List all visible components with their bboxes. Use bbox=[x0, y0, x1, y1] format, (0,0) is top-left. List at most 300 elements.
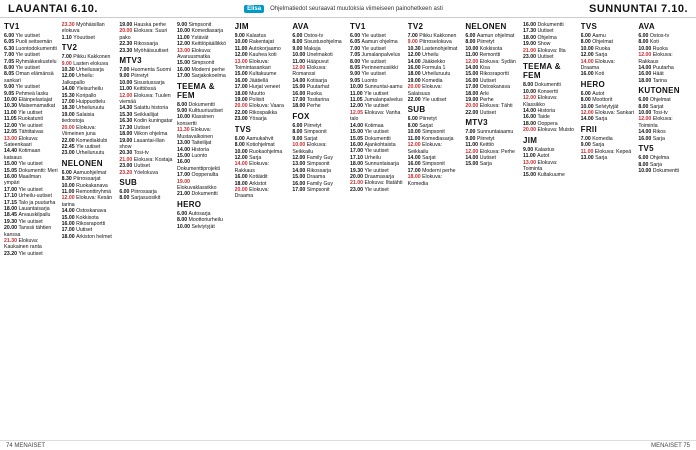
program-title: Elokuva: Iltatähti bbox=[364, 180, 403, 187]
program-time: 16.00 bbox=[523, 22, 538, 28]
program-title: Sarjat bbox=[303, 135, 318, 142]
program-title: Häät bbox=[652, 71, 664, 78]
listing-column bbox=[581, 20, 635, 438]
program-listing bbox=[408, 84, 462, 97]
program-listing bbox=[62, 112, 116, 125]
channel-block bbox=[62, 22, 116, 41]
channel-name: AVA bbox=[638, 22, 655, 31]
program-title: Elokuva: Rakkaus bbox=[638, 52, 673, 65]
program-time: 12.05 bbox=[4, 129, 19, 136]
program-title: Uutiset bbox=[479, 154, 496, 161]
program-time: 20.00 bbox=[465, 103, 480, 110]
program-title: Sarja bbox=[592, 142, 605, 149]
program-title: Historia bbox=[537, 108, 556, 115]
program-title: Kotimaa bbox=[364, 122, 384, 129]
program-time: 14.40 bbox=[4, 148, 19, 155]
program-listing bbox=[638, 78, 692, 84]
left-day-title: LAUANTAI 6.10. bbox=[8, 2, 98, 15]
program-title: Ajankohtaista bbox=[364, 141, 396, 148]
channel-block bbox=[581, 22, 635, 78]
program-title: Yle uutiset bbox=[361, 33, 386, 39]
program-title: Family Guy bbox=[306, 154, 333, 161]
program-title: Salaisia tiedostoja bbox=[61, 111, 95, 125]
program-time: 19.00 bbox=[119, 22, 134, 28]
program-title: Yleisurheilu bbox=[76, 86, 103, 93]
program-time: 6.05 bbox=[350, 39, 362, 46]
program-time: 12.00 bbox=[234, 154, 250, 161]
channel-name: SUB bbox=[119, 177, 138, 187]
program-title: Sunnuntaiaamu bbox=[476, 129, 514, 136]
program-listing bbox=[177, 179, 231, 192]
program-title: Keittiöpäällikkö bbox=[191, 41, 227, 48]
program-listing bbox=[523, 54, 577, 60]
left-page-number: 74 MENAISET bbox=[6, 442, 46, 449]
program-title: Jumalanpalvelus bbox=[364, 97, 403, 104]
program-title: Salattu historia bbox=[133, 105, 169, 112]
program-time: 20.00 bbox=[407, 84, 423, 91]
program-title: Moottoriurheilu bbox=[188, 217, 223, 224]
program-title: Elokuva: Sankari bbox=[595, 110, 635, 117]
program-time: 9.00 bbox=[4, 84, 16, 91]
program-title: Dokumentti bbox=[534, 82, 561, 89]
program-time: 11.00 bbox=[523, 153, 538, 160]
program-time: 12.00 bbox=[465, 148, 480, 155]
program-time: 7.00 bbox=[465, 129, 477, 136]
program-listing bbox=[408, 142, 462, 155]
program-title: Maailman ympäri bbox=[4, 173, 41, 187]
program-title: Sarja bbox=[652, 135, 665, 142]
program-time: 12.00 bbox=[61, 195, 77, 202]
program-title: Dokumentti bbox=[188, 101, 215, 108]
program-time: 8.00 bbox=[580, 39, 593, 46]
right-day-title: SUNNUNTAI 7.10. bbox=[589, 2, 688, 15]
channel-name: TVS bbox=[234, 124, 252, 134]
program-title: Elokuva: Seikkailu bbox=[292, 142, 327, 155]
channel-block bbox=[523, 22, 577, 60]
program-time: 6.05 bbox=[4, 39, 16, 46]
program-title: Huomenta Suomi bbox=[130, 67, 171, 74]
program-time: 18.00 bbox=[350, 161, 365, 168]
channel-block bbox=[523, 62, 577, 133]
program-time: 20.00 bbox=[4, 225, 19, 232]
program-title: Urheilusarja bbox=[76, 67, 104, 74]
program-title: Ruoka bbox=[306, 90, 322, 97]
program-time: 7.00 bbox=[580, 135, 593, 142]
channel-block bbox=[465, 118, 519, 167]
program-time: 17.00 bbox=[177, 73, 192, 80]
program-time: 14.00 bbox=[407, 58, 423, 65]
program-title: Aamukahvit bbox=[246, 135, 274, 142]
program-title: Ruokakanava bbox=[76, 182, 108, 189]
program-title: Lauantaisarja bbox=[18, 205, 50, 212]
program-title: Simpsonit bbox=[422, 161, 445, 168]
program-time: 12.00 bbox=[580, 52, 596, 59]
program-listing bbox=[177, 48, 231, 61]
program-listing bbox=[638, 116, 692, 129]
program-time: 15.00 bbox=[61, 214, 77, 221]
program-time: 14.00 bbox=[292, 77, 307, 84]
program-title: Komediasarja bbox=[421, 135, 454, 142]
program-title: Elokuva: Toiminta bbox=[638, 116, 673, 129]
program-title: Elokuva: Klassikko bbox=[523, 95, 558, 108]
program-listing bbox=[177, 159, 231, 172]
program-title: Moottorit bbox=[592, 97, 613, 104]
program-listing bbox=[4, 174, 58, 187]
program-title: Elokuva: Tähti bbox=[479, 103, 513, 110]
program-time: 17.00 bbox=[61, 99, 77, 106]
program-title: Huippuottelu bbox=[76, 99, 106, 106]
program-title: Yle uutiset bbox=[361, 71, 386, 78]
program-title: Komedia bbox=[592, 135, 613, 142]
program-title: Sarja bbox=[595, 155, 608, 162]
program-time: 22.00 bbox=[407, 97, 423, 104]
program-title: Jäätiellä bbox=[249, 77, 269, 84]
program-time: 18.00 bbox=[292, 103, 307, 110]
program-title: Perhe bbox=[479, 97, 494, 104]
program-time: 16.00 bbox=[292, 90, 307, 97]
program-time: 12.00 bbox=[292, 154, 307, 161]
program-title: Rikosraportti bbox=[76, 220, 106, 227]
program-title: Rikos bbox=[652, 129, 666, 136]
program-time: 23.20 bbox=[119, 169, 134, 176]
program-title: Show bbox=[537, 41, 551, 48]
program-title: Puutarhat bbox=[306, 84, 330, 91]
program-time: 15.00 bbox=[465, 161, 480, 168]
program-title: Elokuva: Tuulen viemää bbox=[119, 92, 171, 106]
program-listing bbox=[4, 136, 58, 149]
program-title: Jääkiekko bbox=[422, 58, 446, 65]
program-title: Sunnuntaisarja bbox=[364, 161, 400, 168]
program-title: Yle uutiset bbox=[364, 186, 389, 193]
program-time: 12.00 bbox=[638, 52, 653, 59]
program-title: Pehmeä lasku bbox=[15, 90, 49, 97]
program-title: Elokuva: Avaruusmatka bbox=[177, 47, 212, 61]
program-listing bbox=[638, 136, 692, 142]
program-title: Sarjat bbox=[422, 154, 436, 161]
program-listing bbox=[62, 22, 116, 35]
program-title: Yle uutiset bbox=[364, 148, 389, 155]
program-title: Hauska perhe bbox=[133, 22, 167, 28]
program-time: 21.30 bbox=[4, 238, 19, 244]
program-title: Komedia bbox=[422, 77, 443, 84]
listing-column bbox=[119, 20, 173, 438]
program-listing bbox=[292, 187, 346, 193]
program-time: 22.00 bbox=[61, 137, 77, 144]
program-time: 11.00 bbox=[465, 142, 480, 149]
program-title: Urheilu bbox=[422, 52, 439, 59]
program-title: Rikosraportti bbox=[479, 71, 509, 78]
program-time: 9.00 bbox=[580, 142, 593, 149]
channel-name: FOX bbox=[292, 111, 310, 121]
program-time: 12.05 bbox=[350, 109, 365, 116]
program-title: Komediaklubi bbox=[76, 137, 108, 144]
program-time: 6.00 bbox=[177, 210, 189, 217]
program-time: 18.45 bbox=[4, 212, 19, 219]
program-title: Arkistot bbox=[249, 180, 267, 187]
program-time: 11.05 bbox=[4, 116, 19, 123]
program-time: 10.30 bbox=[407, 45, 423, 52]
program-title: Selviytyjät bbox=[595, 103, 619, 110]
listing-column bbox=[408, 20, 462, 438]
program-title: Elokuva: Toimintasankari bbox=[234, 58, 271, 72]
program-time: 23.30 bbox=[119, 47, 134, 54]
program-listing bbox=[119, 48, 173, 54]
channel-name: TV2 bbox=[61, 43, 78, 53]
program-time: 6.00 bbox=[580, 33, 593, 39]
program-title: Sarjasuosikit bbox=[130, 195, 161, 202]
program-title: Yle uutiset bbox=[364, 167, 389, 174]
listing-column bbox=[465, 20, 519, 438]
program-time: 18.00 bbox=[407, 71, 423, 78]
program-time: 6.00 bbox=[4, 33, 16, 39]
program-time: 22.00 bbox=[465, 109, 480, 116]
program-title: Arkiston helmet bbox=[76, 233, 112, 240]
program-title: Elokuva: Suuri pako bbox=[119, 28, 168, 41]
program-title: Dokumentti: Meri bbox=[18, 167, 58, 174]
program-time: 7.00 bbox=[350, 45, 362, 52]
program-title: Elokuva: Perhe bbox=[479, 148, 515, 155]
channel-name: TV2 bbox=[407, 22, 424, 31]
program-title: Perhe bbox=[306, 103, 321, 110]
program-title: Kotiäidit bbox=[249, 174, 268, 181]
program-time: 10.00 bbox=[177, 28, 192, 35]
program-listing bbox=[465, 110, 519, 116]
program-title: Yle uutiset bbox=[15, 52, 40, 59]
program-time: 8.00 bbox=[638, 39, 650, 46]
channel-block bbox=[62, 43, 116, 157]
program-time: 10.00 bbox=[638, 167, 653, 174]
program-title: Simpsonit bbox=[306, 186, 330, 193]
program-time: 10.00 bbox=[234, 39, 250, 46]
program-title: Seikkailijat bbox=[133, 111, 159, 118]
program-listing bbox=[581, 71, 635, 77]
program-listing bbox=[523, 160, 577, 173]
program-title: Elokuva: Kostaja bbox=[133, 156, 173, 163]
program-title: Yle uutiset bbox=[15, 84, 40, 91]
header-notice: Ohjelmatiedot seuraavat muutoksia viimeiseen painohetkeen asti bbox=[270, 5, 443, 12]
program-listing bbox=[4, 71, 58, 84]
program-time: 21.00 bbox=[119, 156, 134, 163]
program-title: Piirrossarjat bbox=[73, 176, 101, 183]
program-title: Elokuva: Kesän tarina bbox=[61, 195, 113, 208]
program-title: Sarja bbox=[479, 161, 492, 168]
program-time: 12.00 bbox=[465, 58, 480, 65]
program-title: Elokuva: Komedia bbox=[407, 174, 442, 187]
program-title: Poliisit bbox=[249, 97, 265, 104]
program-time: 18.00 bbox=[234, 90, 250, 97]
program-listing bbox=[119, 170, 173, 176]
listing-grid bbox=[4, 20, 692, 438]
program-listing bbox=[62, 73, 116, 86]
program-title: Eläinpelastajat bbox=[18, 97, 53, 104]
program-time: 8.00 bbox=[350, 58, 362, 65]
program-title: Ostoskanava bbox=[479, 84, 511, 91]
program-time: 17.00 bbox=[177, 172, 192, 179]
program-title: Kokkisota bbox=[76, 214, 99, 221]
program-title: Yle uutiset bbox=[76, 143, 101, 150]
program-time: 20.00 bbox=[61, 124, 77, 131]
program-time: 11.00 bbox=[580, 148, 595, 155]
program-listing bbox=[62, 125, 116, 138]
program-time: 14.00 bbox=[638, 65, 653, 72]
program-title: Aamun ohjelmat bbox=[476, 33, 515, 39]
program-time: 23.00 bbox=[61, 150, 77, 157]
program-time: 8.00 bbox=[638, 103, 650, 110]
program-time: 10.00 bbox=[177, 223, 192, 230]
program-time: 10.00 bbox=[350, 84, 365, 91]
program-time: 6.00 bbox=[638, 97, 650, 104]
program-time: 6.00 bbox=[638, 33, 650, 39]
program-time: 13.00 bbox=[177, 140, 192, 147]
program-listing bbox=[235, 59, 289, 72]
program-title: Autokorjaamo bbox=[248, 45, 281, 52]
program-title: Konsertti bbox=[537, 88, 558, 95]
program-title: Yle uutiset bbox=[18, 161, 43, 168]
program-title: Yle uutiset bbox=[15, 65, 40, 72]
program-title: Elokuva: Viimeinen juna bbox=[61, 124, 96, 138]
program-listing bbox=[177, 191, 231, 197]
program-time: 23.00 bbox=[234, 116, 250, 123]
program-time: 17.00 bbox=[4, 186, 19, 193]
program-title: Urheiluruutu bbox=[422, 71, 451, 78]
program-time: 18.00 bbox=[234, 180, 250, 187]
program-title: Maisemamatkat bbox=[18, 103, 56, 110]
program-time: 8.00 bbox=[292, 129, 304, 136]
program-title: Sarja bbox=[595, 116, 608, 123]
program-time: 23.20 bbox=[4, 250, 19, 257]
program-title: Talo ja puutarha bbox=[18, 199, 56, 206]
header-center bbox=[244, 5, 443, 13]
program-time: 8.00 bbox=[465, 39, 477, 46]
channel-block bbox=[408, 22, 462, 103]
program-title: Myöhäisuutiset bbox=[133, 47, 169, 54]
program-title: Draama bbox=[306, 174, 326, 181]
program-listing bbox=[4, 225, 58, 238]
program-time: 16.00 bbox=[177, 66, 192, 73]
program-time: 18.00 bbox=[407, 174, 423, 181]
program-listing bbox=[177, 73, 231, 79]
program-title: Keittiö bbox=[479, 142, 494, 149]
program-listing bbox=[523, 95, 577, 108]
program-time: 7.05 bbox=[4, 58, 16, 65]
program-time: 19.00 bbox=[407, 77, 423, 84]
program-time: 14.00 bbox=[580, 58, 596, 65]
program-time: 7.00 bbox=[407, 33, 420, 39]
program-title: Ystävät bbox=[191, 34, 209, 41]
program-time: 12.00 bbox=[234, 52, 250, 59]
program-title: Uutiset bbox=[479, 109, 496, 116]
program-time: 10.00 bbox=[234, 148, 250, 155]
program-time: 20.30 bbox=[119, 150, 134, 157]
program-time: 11.30 bbox=[177, 127, 192, 134]
program-time: 9.00 bbox=[292, 135, 304, 142]
program-title: Piirrossarja bbox=[130, 188, 157, 195]
program-time: 13.00 bbox=[4, 135, 19, 142]
program-title: Unelmakoti bbox=[306, 52, 333, 59]
program-title: Rikospaikka bbox=[249, 109, 278, 116]
program-time: 19.30 bbox=[350, 167, 365, 174]
program-title: Tosi-tv bbox=[652, 110, 668, 117]
channel-name: JIM bbox=[234, 22, 249, 31]
program-time: 16.00 bbox=[234, 77, 250, 84]
program-title: Elokuva: Mustavalkoinen bbox=[177, 127, 214, 140]
program-time: 7.00 bbox=[61, 54, 74, 61]
program-time: 14.00 bbox=[465, 154, 480, 161]
program-time: 10.00 bbox=[177, 114, 192, 121]
program-time: 15.00 bbox=[465, 71, 480, 78]
program-title: Kultakuume bbox=[249, 71, 277, 78]
program-listing bbox=[235, 161, 289, 174]
program-time: 8.00 bbox=[407, 122, 420, 129]
program-title: Simpsonit bbox=[191, 60, 215, 67]
program-time: 6.00 bbox=[292, 122, 304, 129]
program-time: 10.00 bbox=[523, 88, 538, 95]
program-time: 9.00 bbox=[465, 135, 477, 142]
program-time: 19.30 bbox=[4, 218, 19, 225]
program-time: 17.30 bbox=[523, 28, 538, 35]
program-title: Arvauskilpailu bbox=[18, 212, 51, 219]
program-title: Sisustussarja bbox=[133, 79, 165, 86]
program-time: 20.00 bbox=[234, 103, 250, 110]
program-time: 18.00 bbox=[638, 77, 653, 84]
program-title: Ryhmäkeskustelu bbox=[15, 58, 57, 65]
program-title: Myöhäisillan elokuva bbox=[61, 22, 105, 35]
program-time: 14.00 bbox=[580, 116, 596, 123]
program-title: Muutto bbox=[249, 90, 265, 97]
program-title: Kotisarja bbox=[306, 77, 327, 84]
program-time: 17.10 bbox=[350, 154, 365, 161]
program-title: Yle uutiset bbox=[18, 218, 43, 225]
program-time: 15.00 bbox=[4, 161, 19, 168]
program-title: Uutiset bbox=[133, 124, 150, 131]
program-title: Ostoskanava bbox=[76, 208, 107, 215]
program-time: 10.00 bbox=[292, 142, 307, 149]
listing-column bbox=[350, 20, 404, 438]
program-time: 6.00 bbox=[350, 33, 362, 39]
program-title: Elokuva: Vaara bbox=[249, 103, 284, 110]
program-time: 8.00 bbox=[177, 217, 189, 224]
program-title: Sarjat bbox=[419, 122, 433, 129]
program-listing bbox=[119, 195, 173, 201]
program-time: 14.00 bbox=[523, 108, 538, 115]
program-time: 23.30 bbox=[61, 22, 77, 28]
program-title: Kultakuume bbox=[537, 172, 565, 179]
program-time: 11.00 bbox=[119, 86, 134, 93]
program-title: Lastenohjelmat bbox=[422, 45, 458, 52]
program-time: 16.00 bbox=[234, 174, 250, 181]
program-title: Jumalanpalvelus bbox=[361, 52, 401, 59]
program-title: Remontti bbox=[479, 52, 501, 59]
program-listing bbox=[4, 148, 58, 161]
program-title: Koti bbox=[649, 39, 659, 46]
program-title: Simpsonit bbox=[422, 129, 445, 136]
program-listing bbox=[62, 234, 116, 240]
program-time: 10.00 bbox=[638, 110, 653, 117]
channel-block bbox=[119, 56, 173, 176]
program-time: 20.00 bbox=[119, 28, 134, 35]
program-title: Piirretyt bbox=[130, 73, 149, 80]
channel-name: TEEMA & FEM bbox=[523, 62, 561, 81]
program-time: 13.00 bbox=[234, 58, 250, 65]
channel-name: TEEMA & FEM bbox=[177, 81, 215, 100]
program-listing bbox=[523, 127, 577, 133]
program-title: Kodin kuningatar bbox=[133, 118, 173, 125]
program-time: 8.30 bbox=[61, 176, 74, 183]
channel-name: MTV3 bbox=[119, 56, 142, 66]
program-title: Sarja bbox=[649, 161, 662, 168]
program-title: Puutarha bbox=[652, 65, 674, 72]
program-title: Tanssii tähtien kanssa bbox=[4, 225, 52, 238]
